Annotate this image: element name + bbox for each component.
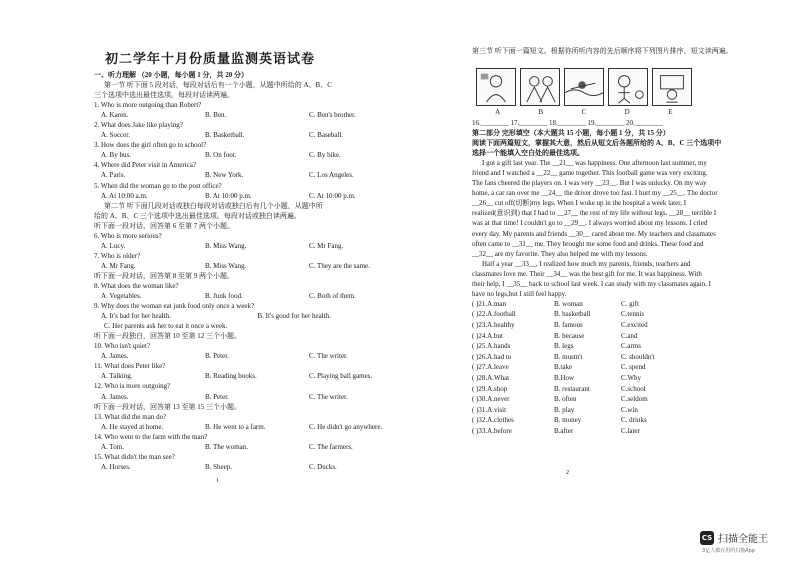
option-row bbox=[94, 191, 414, 201]
picture-e bbox=[652, 68, 692, 106]
answer-row bbox=[472, 309, 792, 320]
text-line: 给的 A、B、C 三个选项中选出最佳选项。每段对话或独白读两遍。 bbox=[94, 211, 301, 220]
text-line: 5. When did the woman go to the post office? bbox=[94, 181, 222, 190]
answer-option: B. legs bbox=[554, 342, 574, 351]
answer-row bbox=[472, 299, 792, 310]
text-line: 一、听力理解 （20 小题，每小题 1 分，共 20 分） bbox=[94, 71, 248, 79]
answer-option: A. Vegetables. bbox=[101, 292, 142, 301]
picture-label: B bbox=[538, 108, 544, 116]
option-row bbox=[94, 392, 414, 402]
answer-row bbox=[472, 320, 792, 331]
option-row bbox=[94, 291, 414, 301]
answer-row bbox=[472, 426, 792, 437]
picture-label: D bbox=[624, 108, 630, 116]
answer-option: A. At 10:00 a.m. bbox=[101, 191, 148, 200]
listening-section bbox=[94, 70, 414, 472]
option-row bbox=[94, 462, 414, 472]
answer-option: C. Ducks. bbox=[309, 462, 337, 471]
text-line: 听下面一段对话，回答第 8 至第 9 两个小题。 bbox=[94, 271, 234, 280]
answer-option: C. Both of them. bbox=[309, 292, 356, 301]
option-row bbox=[94, 170, 414, 180]
answer-option: B. Peter. bbox=[205, 392, 229, 401]
answer-option: C. spend bbox=[621, 363, 646, 372]
answer-option: B. Miss Wang. bbox=[205, 241, 247, 250]
page-number: 1 bbox=[216, 478, 219, 484]
answer-option: B.take bbox=[554, 363, 573, 372]
answer-option: B. mustn't bbox=[554, 352, 583, 361]
option-row bbox=[94, 261, 414, 271]
text-line: 选择一个能填入空白处的最佳选项。 bbox=[472, 149, 584, 158]
answer-option: C. The writer. bbox=[309, 352, 348, 361]
answer-option: A. Soccer. bbox=[101, 131, 130, 140]
picture-row bbox=[476, 68, 692, 108]
answer-option: B. The woman. bbox=[205, 442, 249, 451]
answer-option: C.arms bbox=[621, 342, 642, 351]
answer-option: B. Sheep. bbox=[205, 462, 233, 471]
answer-option: B. Ben. bbox=[205, 111, 227, 120]
picture-b bbox=[520, 68, 560, 106]
text-line: 11. What does Peter like? bbox=[94, 362, 166, 371]
text-line: 9. Why does the woman eat junk food only once a week? bbox=[94, 302, 255, 311]
answer-option: C. shouldn't bbox=[621, 352, 655, 361]
answer-option: B. Miss Wang. bbox=[205, 261, 247, 270]
picture-labels bbox=[476, 108, 692, 116]
text-line: 16.________ 17.________ 18.________ 19.________ 20.________ bbox=[472, 119, 663, 127]
answer-option: ( )21.A.man bbox=[472, 299, 507, 308]
text-line: home, a car ran over me __24__ the driver drove too fast. I hurt my __25__. The doctor bbox=[472, 189, 718, 198]
watermark-name: 扫描全能王 bbox=[718, 534, 768, 545]
answer-row bbox=[472, 352, 792, 363]
option-row bbox=[94, 150, 414, 160]
answer-row bbox=[472, 341, 792, 352]
text-line: was at that time! I couldn't go to __29__. I always worried about my lessons. I cried bbox=[472, 219, 708, 228]
answer-option: A. By bus. bbox=[101, 151, 131, 160]
text-line: 15. What didn't the man see? bbox=[94, 452, 175, 461]
text-line: I got a gift last year. The __21__ was happiness. One afternoon last summer, my bbox=[482, 159, 707, 168]
option-row bbox=[94, 241, 414, 251]
answer-row bbox=[472, 384, 792, 395]
answer-option: C. Ben's brother. bbox=[309, 111, 356, 120]
text-line: their help, I __35__ back to school last week. I can study with my classmates again. I bbox=[472, 279, 711, 288]
text-line: 10. Who isn't quiet? bbox=[94, 342, 150, 351]
text-line: 14. Who went to the farm with the man? bbox=[94, 432, 208, 441]
option-row bbox=[94, 442, 414, 452]
answer-option: C. The farmers. bbox=[309, 442, 353, 451]
text-line: 13. What did the man do? bbox=[94, 412, 167, 421]
text-line: 8. What does the woman like? bbox=[94, 281, 179, 290]
text-line: The fans cheered the players on. I was very __23__. But I was unlucky. On my way bbox=[472, 179, 707, 188]
answer-option: ( )29.A.shop bbox=[472, 384, 508, 393]
answer-option: ( )30.A.never bbox=[472, 395, 510, 404]
text-line: __26__ cut off(切断)my legs. When I woke up in the hospital a week later, I bbox=[472, 199, 687, 208]
answer-option: B. He went to a farm. bbox=[205, 422, 266, 431]
answer-option: B. famous bbox=[554, 321, 583, 330]
answer-row bbox=[472, 362, 792, 373]
right-page bbox=[428, 0, 794, 561]
answer-option: A. Talking. bbox=[101, 372, 133, 381]
picture-label: A bbox=[495, 108, 501, 116]
text-line: 听下面一段对话，回答第 13 至第 15 三个小题。 bbox=[94, 402, 241, 411]
answer-option: B. woman bbox=[554, 299, 583, 308]
answer-option: B. Basketball. bbox=[205, 131, 245, 140]
answer-row bbox=[472, 415, 792, 426]
answer-option: A. Horses. bbox=[101, 462, 131, 471]
cloze-section bbox=[472, 118, 792, 437]
answer-option: A. He stayed at home. bbox=[101, 422, 164, 431]
text-line: have no legs,but I still feel happy. bbox=[472, 289, 567, 298]
picture-a bbox=[476, 68, 516, 106]
answer-option: C. gift bbox=[621, 299, 639, 308]
option-row bbox=[94, 311, 414, 321]
answer-option: C. He didn't go anywhere. bbox=[309, 422, 383, 431]
answer-option: ( )23.A.healthy bbox=[472, 321, 515, 330]
text-line: 3. How does the girl often go to school? bbox=[94, 141, 207, 150]
answer-option: C.and bbox=[621, 331, 638, 340]
option-row bbox=[94, 371, 414, 381]
answer-option: ( )25.A.hands bbox=[472, 342, 511, 351]
answer-option: ( )28.A.What bbox=[472, 374, 510, 382]
answer-option: C. Los Angeles. bbox=[309, 171, 354, 180]
answer-option: B. basketball bbox=[554, 310, 591, 319]
text-line: friend and I watched a __22__ game together. This football game was very exciting. bbox=[472, 169, 708, 178]
answer-option: B. At 10:00 p.m. bbox=[205, 191, 252, 200]
option-row bbox=[94, 130, 414, 140]
exam-title: 初二学年十月份质量监测英语试卷 bbox=[104, 52, 315, 67]
answer-option: C. Mr Fang. bbox=[309, 241, 344, 250]
text-line: C. Her parents ask her to eat it once a week. bbox=[104, 322, 228, 331]
answer-option: ( )32.A.clothes bbox=[472, 416, 514, 425]
picture-label: E bbox=[668, 108, 673, 116]
answer-row bbox=[472, 394, 792, 405]
text-line: 1. Who is more outgoing than Robert? bbox=[94, 101, 202, 110]
text-line: 12. Who is more outgoing? bbox=[94, 382, 171, 391]
answer-option: ( )24.A.but bbox=[472, 331, 503, 340]
text-line: 第二部分 完形填空（本大题共 15 小题，每小题 1 分，共 15 分） bbox=[472, 129, 670, 138]
answer-option: C. Playing ball games. bbox=[309, 372, 373, 381]
answer-option: B.How bbox=[554, 374, 575, 382]
answer-option: ( )27.A.leave bbox=[472, 363, 509, 372]
answer-row bbox=[472, 373, 792, 384]
answer-option: C.later bbox=[621, 426, 640, 435]
answer-option: B. Peter. bbox=[205, 352, 229, 361]
answer-option: B.after bbox=[554, 426, 574, 435]
text-line: 第二节 听下面几段对话或独白每段对话或独白后有几个小题，从题中所 bbox=[104, 201, 323, 210]
camscanner-logo-icon: CS bbox=[700, 531, 714, 545]
answer-option: B. On foot. bbox=[205, 151, 237, 160]
text-line: __32__ are my favorite. They also helped me with my lessons. bbox=[472, 249, 648, 258]
text-line: 阅读下面两篇短文，掌握其大意，然后从短文后各题所给的 A、B、C 三个选项中 bbox=[472, 139, 722, 148]
watermark-tagline: 3亿人都在用的扫描App bbox=[702, 548, 755, 554]
answer-option: ( )31.A.visit bbox=[472, 405, 507, 414]
text-line: 7. Who is older? bbox=[94, 251, 141, 260]
answer-option: C.seldom bbox=[621, 395, 648, 404]
answer-option: B. because bbox=[554, 331, 585, 340]
text-line: every day. My parents and friends __30__ cared about me. My teachers and classmates bbox=[472, 229, 716, 238]
text-line: 4. Where did Peter visit in America? bbox=[94, 161, 196, 170]
answer-option: B. often bbox=[554, 395, 577, 404]
text-line: classmates love me. Their __34__ was the best gift for me. It was happiness. With bbox=[472, 269, 702, 278]
answer-option: A. Karen. bbox=[101, 111, 129, 120]
answer-option: B. New York. bbox=[205, 171, 244, 180]
answer-option: ( )22.A.football bbox=[472, 310, 516, 319]
answer-option: A. Tom. bbox=[101, 442, 124, 451]
answer-option: A. Lucy. bbox=[101, 241, 126, 250]
scanner-watermark bbox=[700, 529, 790, 555]
answer-option: B. money bbox=[554, 416, 582, 425]
option-row bbox=[94, 351, 414, 361]
answer-option: C.tennis bbox=[621, 310, 645, 319]
answer-option: C. They are the same. bbox=[309, 261, 370, 270]
section-intro: 第三节 听下面一篇短文。根据你所听内容的先后顺序将下列图片排序，短文读两遍。 bbox=[472, 47, 733, 55]
answer-option: C.win bbox=[621, 405, 638, 414]
picture-c bbox=[564, 68, 604, 106]
text-line: 6. Who is more serious? bbox=[94, 231, 162, 240]
option-row bbox=[94, 422, 414, 432]
answer-option: A. Paris. bbox=[101, 171, 126, 180]
answer-option: C. drinks bbox=[621, 416, 647, 425]
text-line: Half a year __33__, I realized how much my parents, friends, teachers and bbox=[482, 259, 691, 268]
answer-option: ( )26.A.had to bbox=[472, 352, 512, 361]
answer-option: C. At 10:00 p.m. bbox=[309, 191, 356, 200]
option-row bbox=[94, 110, 414, 120]
text-line: often came to __31__ me. They brought me some food and drinks. These food and bbox=[472, 239, 704, 248]
answer-option: C.Why bbox=[621, 374, 642, 382]
answer-option: B. Reading books. bbox=[205, 372, 257, 381]
text-line: 2. What does Jake like playing? bbox=[94, 121, 183, 130]
text-line: 听下面一段对话，回答第 6 至第 7 两个小题。 bbox=[94, 221, 234, 230]
answer-option: B. Junk food. bbox=[205, 292, 243, 301]
answer-option: A. James. bbox=[101, 352, 129, 361]
page-number: 2 bbox=[566, 470, 569, 476]
answer-option: C.excited bbox=[621, 321, 648, 330]
picture-label: C bbox=[581, 108, 587, 116]
answer-option: A. It's bad for her health. bbox=[101, 312, 171, 321]
picture-d bbox=[608, 68, 648, 106]
answer-option: C. By bike. bbox=[309, 151, 341, 160]
text-line: 听下面一段独白，回答第 10 至第 12 三个小题。 bbox=[94, 332, 241, 341]
answer-option: ( )33.A.before bbox=[472, 426, 512, 435]
answer-option: B. play bbox=[554, 405, 575, 414]
text-line: 第一节 听下面 5 段对话，每段对话后有一个小题，从题中所给的 A、B、C bbox=[104, 81, 332, 90]
answer-option: A. James. bbox=[101, 392, 129, 401]
answer-row bbox=[472, 331, 792, 342]
answer-option: B. restaurant bbox=[554, 384, 590, 393]
answer-option: C. The writer. bbox=[309, 392, 348, 401]
answer-option: C.school bbox=[621, 384, 646, 393]
answer-option: C. Baseball. bbox=[309, 131, 344, 140]
answer-option: A. Mr Fang. bbox=[101, 261, 136, 270]
answer-row bbox=[472, 405, 792, 416]
text-line: realized(意识到) that I had to __27__ the rest of my life without legs. __28__ terrible I bbox=[472, 209, 717, 218]
text-line: 三个选项中选出最佳选项。每段对话读两遍。 bbox=[94, 91, 234, 100]
answer-option: B. It's good for her health. bbox=[257, 312, 331, 321]
